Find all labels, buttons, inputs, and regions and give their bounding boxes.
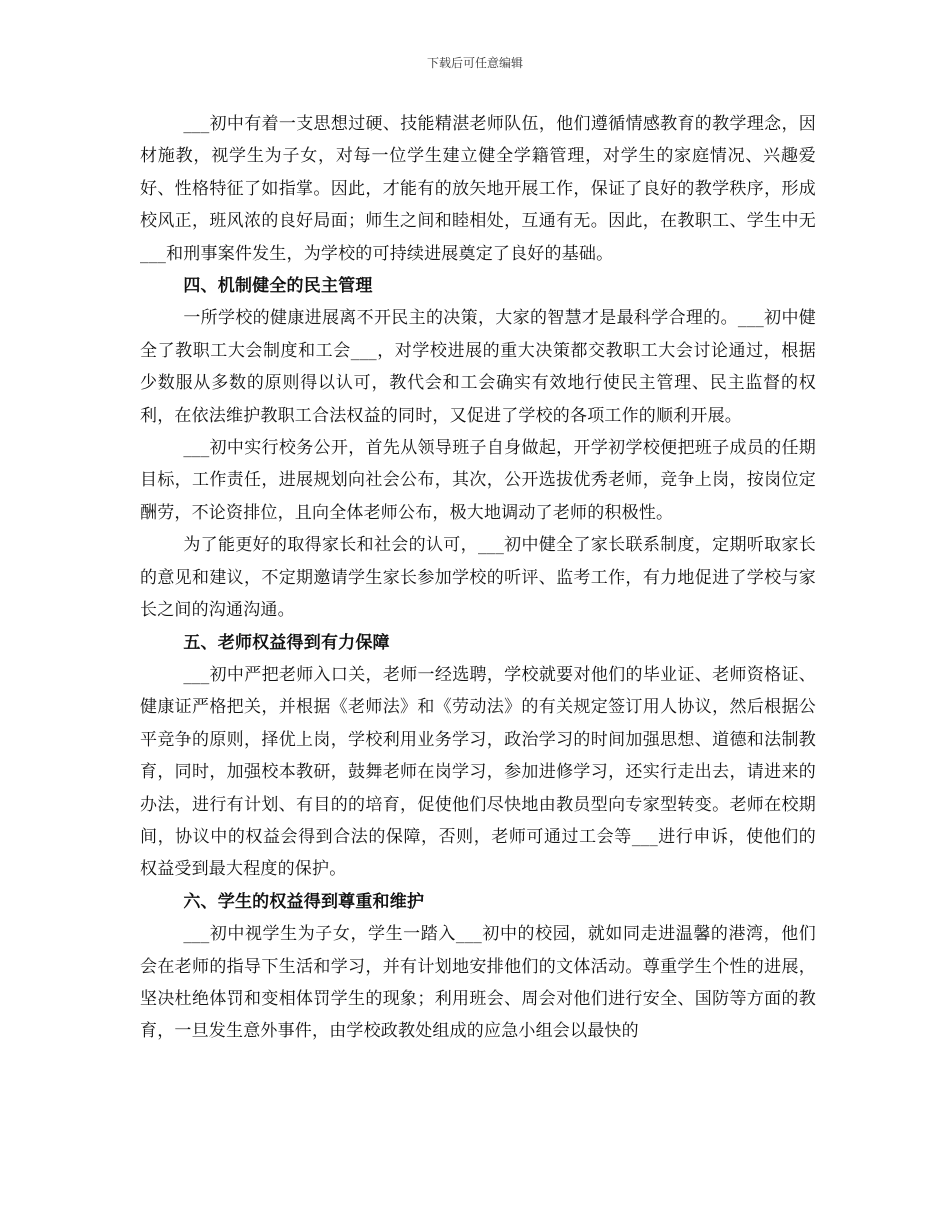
paragraph-democratic-decision: 一所学校的健康进展离不开民主的决策，大家的智慧才是最科学合理的。___初中健全了教职工大会制度和工会___，对学校进展的重大决策都交教职工大会讨论通过，根据少数服从多数的原则得以认可，教代会和工会确实有效地行使民主管理、民主监督的权利，在依法维护教职工合法权益的同时，又促进了学校的各项工作的顺利开展。	[140, 308, 816, 426]
section-heading-teacher-rights: 五、老师权益得到有力保障	[183, 632, 390, 653]
document-body	[140, 108, 816, 1048]
paragraph-teacher-team: ___初中有着一支思想过硬、技能精湛老师队伍，他们遵循情感教育的教学理念，因材施教，视学生为子女，对每一位学生建立健全学籍管理，对学生的家庭情况、兴趣爱好、性格特征了如指掌。因此，才能有的放矢地开展工作，保证了良好的教学秩序，形成校风正，班风浓的良好局面；师生之间和睦相处，互通有无。因此，在教职工、学生中无___和刑事案件发生，为学校的可持续进展奠定了良好的基础。	[140, 114, 816, 264]
paragraph-student-rights: ___初中视学生为子女，学生一踏入___初中的校园，就如同走进温馨的港湾，他们会在老师的指导下生活和学习，并有计划地安排他们的文体活动。尊重学生个性的进展，坚决杜绝体罚和变相体罚学生的现象；利用班会、周会对他们进行安全、国防等方面的教育，一旦发生意外事件，由学校政教处组成的应急小组会以最快的	[140, 924, 816, 1042]
page-header: 下载后可任意编辑	[426, 56, 523, 70]
section-heading-democratic-management: 四、机制健全的民主管理	[183, 276, 373, 297]
paragraph-parent-contact: 为了能更好的取得家长和社会的认可，___初中健全了家长联系制度，定期听取家长的意见和建议，不定期邀请学生家长参加学校的听评、监考工作，有力地促进了学校与家长之间的沟通沟通。	[140, 535, 816, 621]
paragraph-school-affairs-public: ___初中实行校务公开，首先从领导班子自身做起，开学初学校便把班子成员的任期目标，工作责任，进展规划向社会公布，其次，公开选拔优秀老师，竞争上岗，按岗位定酬劳，不论资排位，且向全体老师公布，极大地调动了老师的积极性。	[140, 438, 816, 523]
paragraph-teacher-rights: ___初中严把老师入口关，老师一经选聘，学校就要对他们的毕业证、老师资格证、健康证严格把关，并根据《老师法》和《劳动法》的有关规定签订用人协议，然后根据公平竞争的原则，择优上岗，学校利用业务学习，政治学习的时间加强思想、道德和法制教育，同时，加强校本教研，鼓舞老师在岗学习，参加进修学习，还实行走出去，请进来的办法，进行有计划、有目的的培育，促使他们尽快地由教员型向专家型转变。老师在校期间，协议中的权益会得到合法的保障，否则，老师可通过工会等___进行申诉，使他们的权益受到最大程度的保护。	[140, 664, 816, 880]
section-heading-student-rights: 六、学生的权益得到尊重和维护	[183, 891, 425, 912]
